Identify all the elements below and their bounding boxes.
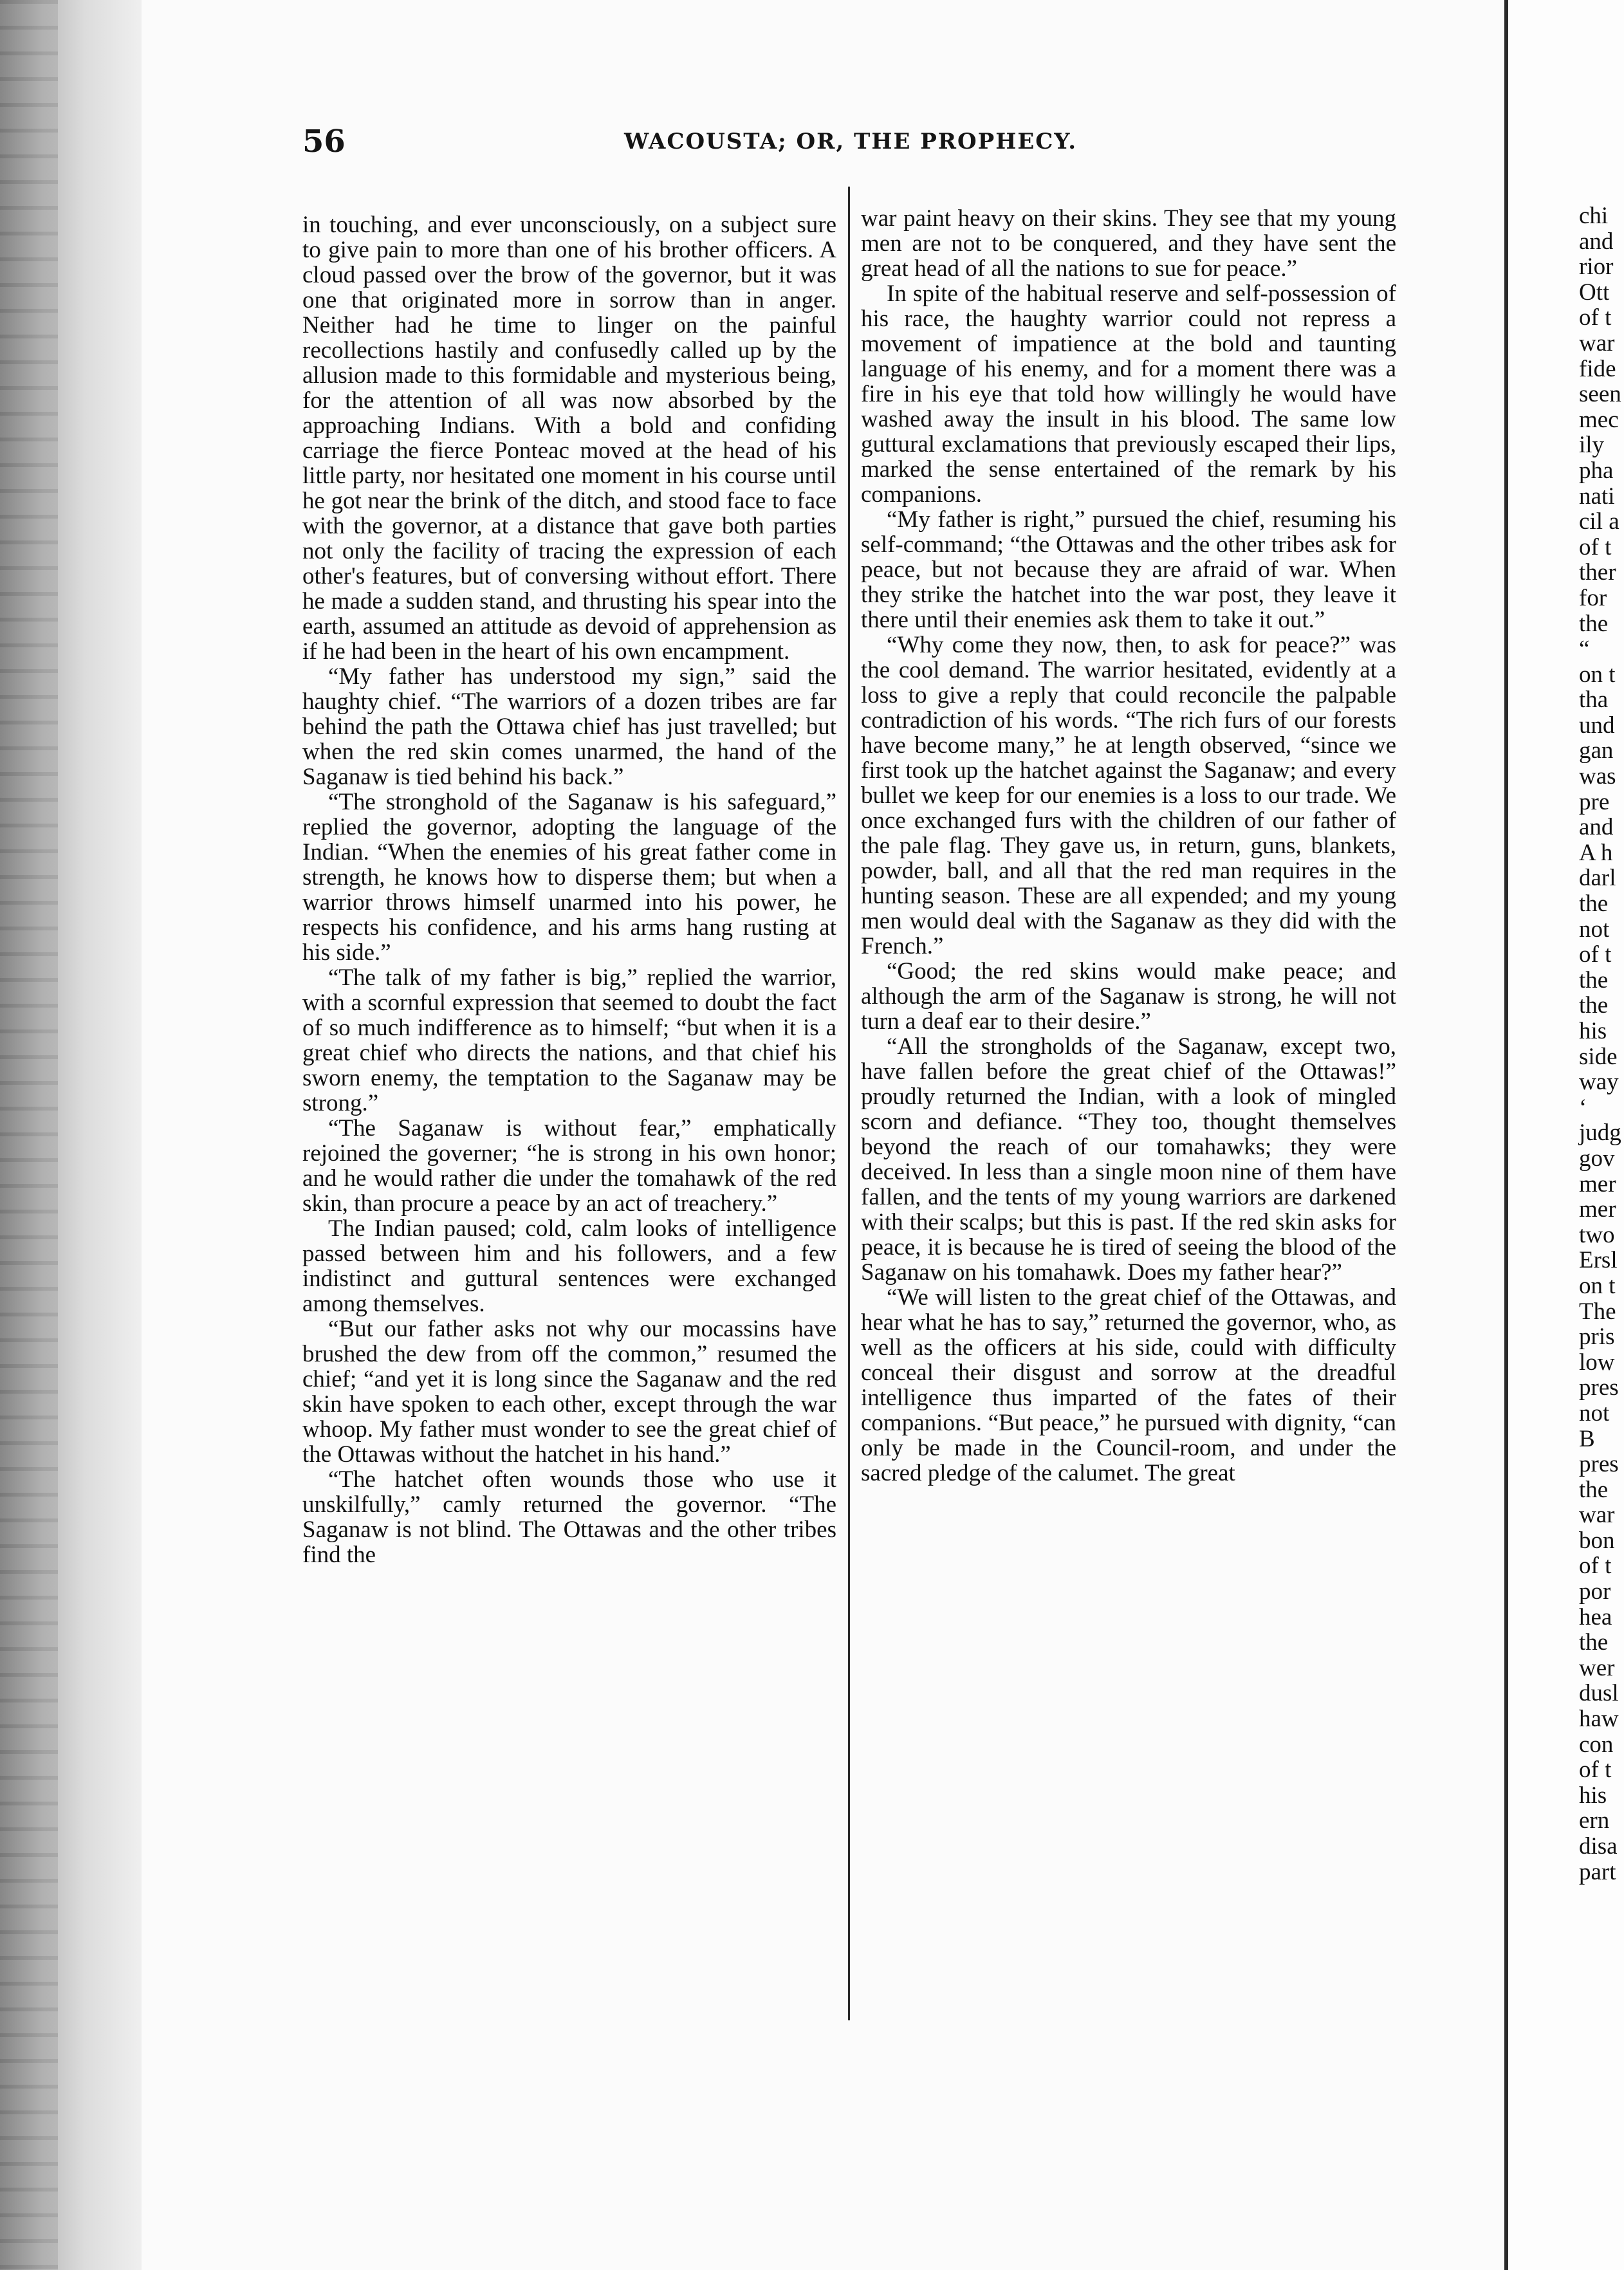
adjacent-line-fragment: side bbox=[1579, 1043, 1618, 1070]
adjacent-line-fragment: B bbox=[1579, 1425, 1595, 1452]
adjacent-line-fragment: ‘ bbox=[1579, 1094, 1587, 1121]
adjacent-line-fragment: Ersl bbox=[1579, 1247, 1618, 1274]
adjacent-line-fragment: two bbox=[1579, 1221, 1615, 1248]
adjacent-line-fragment: the bbox=[1579, 992, 1609, 1019]
adjacent-line-fragment: on t bbox=[1579, 661, 1616, 688]
adjacent-line-fragment: darl bbox=[1579, 865, 1616, 892]
adjacent-line-fragment: judg bbox=[1579, 1120, 1621, 1147]
adjacent-line-fragment: A h bbox=[1579, 839, 1613, 866]
paragraph: “The Saganaw is without fear,” emphatically rejoined the governer; “he is strong in his own honor; and he would rather die under the tomahawk of the red skin, than procure a peace by an act of treachery.” bbox=[302, 1115, 836, 1217]
running-head bbox=[302, 124, 1403, 162]
adjacent-line-fragment: tha bbox=[1579, 687, 1609, 714]
adjacent-line-fragment: gan bbox=[1579, 737, 1614, 764]
paragraph: “We will listen to the great chief of the Ottawas, and hear what he has to say,” returned the governor, who, as well as the officers at his side, could with difficulty conceal their disgust and sorrow at the dreadful intelligence thus imparted of the fates of their companions. “But peace,” he pursued with dignity, “can only be made in the Council-room, and under the sacred pledge of the calumet. The great bbox=[861, 1284, 1396, 1486]
adjacent-line-fragment: war bbox=[1579, 1502, 1615, 1529]
adjacent-line-fragment: part bbox=[1579, 1858, 1616, 1885]
adjacent-line-fragment: disa bbox=[1579, 1833, 1618, 1859]
adjacent-line-fragment: the bbox=[1579, 1629, 1609, 1656]
adjacent-line-fragment: not bbox=[1579, 916, 1610, 943]
paragraph: “The stronghold of the Saganaw is his safeguard,” replied the governor, adopting the language of the Indian. “When the enemies of his great father come in strength, he knows how to disperse them; but when a warrior throws himself unarmed into his power, he respects his confidence, and his arms hang rusting at his side.” bbox=[302, 789, 836, 966]
adjacent-line-fragment: of t bbox=[1579, 533, 1612, 560]
adjacent-line-fragment: Ott bbox=[1579, 279, 1610, 306]
paragraph: “Why come they now, then, to ask for peace?” was the cool demand. The warrior hesitated, evidently at a loss to give a reply that could reconcile the palpable contradiction of his words. “The rich furs of our forests have become many,” he at length observed, “since we first took up the hatchet against the Saganaw; and every bullet we keep for our enemies is a loss to our trade. We once exchanged furs with the children of our father of the pale flag. They gave us, in return, guns, blankets, powder, ball, and all that the red man requires in the hunting season. These are all expended; and my young men would deal with the Saganaw as they did with the French.” bbox=[861, 632, 1396, 959]
adjacent-line-fragment: dusl bbox=[1579, 1680, 1619, 1707]
adjacent-line-fragment: con bbox=[1579, 1731, 1614, 1758]
adjacent-line-fragment: his bbox=[1579, 1782, 1607, 1809]
paragraph: in touching, and ever unconsciously, on a subject sure to give pain to more than one of his brother officers. A cloud passed over the brow of the governor, but it was one that originated more in sorrow than in anger. Neither had he time to linger on the painful recollections hastily and confusedly called up by the allusion made to this formidable and mysterious being, for the attention of all was now absorbed by the approaching Indians. With a bold and confiding carriage the fierce Ponteac moved at the head of his little party, nor hesitated one moment in his course until he got near the brink of the ditch, and stood face to face with the governor, at a distance that gave both parties not only the facility of tracing the expression of each other's features, but of conversing without effort. There he made a sudden stand, and thrusting his spear into the earth, assumed an attitude as devoid of apprehension as if he had been in the heart of his own encampment. bbox=[302, 212, 836, 665]
adjacent-line-fragment: pha bbox=[1579, 457, 1614, 484]
adjacent-page-fragments bbox=[1579, 203, 1624, 1885]
adjacent-line-fragment: und bbox=[1579, 712, 1615, 739]
adjacent-line-fragment: the bbox=[1579, 890, 1609, 918]
adjacent-line-fragment: mec bbox=[1579, 406, 1619, 433]
adjacent-line-fragment: mer bbox=[1579, 1170, 1616, 1197]
paragraph: “All the strongholds of the Saganaw, except two, have fallen before the great chief of the Ottawas!” proudly returned the Indian, with a look of mingled scorn and defiance. “They too, thought themselves beyond the reach of our tomahawks; they were deceived. In less than a single moon nine of them have fallen, and the tents of my young warriors are darkened with their scalps; but this is past. If the red skin asks for peace, it is because he is tired of seeing the blood of the Saganaw on his tomahawk. Does my father hear?” bbox=[861, 1033, 1396, 1286]
adjacent-line-fragment: ily bbox=[1579, 432, 1605, 459]
adjacent-line-fragment: and bbox=[1579, 814, 1614, 841]
adjacent-line-fragment: rior bbox=[1579, 254, 1614, 281]
paragraph: “My father is right,” pursued the chief, resuming his self-command; “the Ottawas and the other tribes ask for peace, but not because they are afraid of war. When they strike the hatchet into the war post, they leave it there until their enemies ask them to take it out.” bbox=[861, 506, 1396, 633]
adjacent-line-fragment: cil a bbox=[1579, 508, 1619, 535]
adjacent-line-fragment: wer bbox=[1579, 1654, 1615, 1681]
adjacent-line-fragment: fide bbox=[1579, 355, 1616, 382]
paragraph: “My father has understood my sign,” said the haughty chief. “The warriors of a dozen tribes are far behind the path the Ottawa chief has just travelled; but when the red skin comes unarmed, the hand of the Saganaw is tied behind his back.” bbox=[302, 663, 836, 790]
adjacent-line-fragment: the bbox=[1579, 966, 1609, 993]
adjacent-line-fragment: of t bbox=[1579, 941, 1612, 968]
adjacent-line-fragment: for bbox=[1579, 584, 1607, 611]
adjacent-line-fragment: way bbox=[1579, 1069, 1619, 1096]
adjacent-line-fragment: “ bbox=[1579, 636, 1590, 663]
adjacent-line-fragment: of t bbox=[1579, 304, 1612, 331]
adjacent-line-fragment: pre bbox=[1579, 788, 1610, 815]
adjacent-line-fragment: was bbox=[1579, 763, 1616, 790]
adjacent-line-fragment: hea bbox=[1579, 1603, 1612, 1630]
paragraph: war paint heavy on their skins. They see that my young men are not to be conquered, and they have sent the great head of all the nations to sue for peace.” bbox=[861, 205, 1396, 282]
adjacent-line-fragment: ern bbox=[1579, 1807, 1610, 1834]
paragraph: “But our father asks not why our mocassins have brushed the dew from off the common,” resumed the chief; “and yet it is long since the Saganaw and the red skin have spoken to each other, except through the war whoop. My father must wonder to see the great chief of the Ottawas without the hatchet in his hand.” bbox=[302, 1316, 836, 1468]
adjacent-line-fragment: gov bbox=[1579, 1145, 1615, 1172]
adjacent-line-fragment: chi bbox=[1579, 203, 1609, 229]
adjacent-line-fragment: and bbox=[1579, 228, 1614, 255]
adjacent-line-fragment: haw bbox=[1579, 1706, 1619, 1733]
running-title: WACOUSTA; OR, THE PROPHECY. bbox=[624, 129, 1078, 154]
paragraph: “The hatchet often wounds those who use it unskilfully,” camly returned the governor. “The Saganaw is not blind. The Ottawas and the other tribes find the bbox=[302, 1466, 836, 1568]
adjacent-line-fragment: the bbox=[1579, 1476, 1609, 1503]
paragraph: In spite of the habitual reserve and self-possession of his race, the haughty warrior could not repress a movement of impatience at the bold and taunting language of his enemy, and for a moment there was a fire in his eye that told how willingly he would have washed away the insult in his blood. The same low guttural exclamations that previously escaped their lips, marked the sense entertained of the remark by his companions. bbox=[861, 281, 1396, 508]
adjacent-line-fragment: nati bbox=[1579, 483, 1615, 510]
adjacent-line-fragment: mer bbox=[1579, 1196, 1616, 1223]
adjacent-line-fragment: bon bbox=[1579, 1527, 1615, 1554]
adjacent-page-edge bbox=[1508, 0, 1624, 2270]
adjacent-line-fragment: seen bbox=[1579, 381, 1621, 408]
paragraph: “The talk of my father is big,” replied the warrior, with a scornful expression that seemed to doubt the fact of so much indifference as to himself; “but when it is a great chief who directs the nations, and that chief his sworn enemy, the temptation to the Saganaw may be strong.” bbox=[302, 964, 836, 1116]
adjacent-line-fragment: on t bbox=[1579, 1272, 1616, 1299]
adjacent-line-fragment: low bbox=[1579, 1349, 1615, 1376]
scan-gutter-shadow bbox=[0, 0, 142, 2270]
adjacent-line-fragment: pris bbox=[1579, 1324, 1615, 1351]
paragraph: “Good; the red skins would make peace; and although the arm of the Saganaw is strong, he will not turn a deaf ear to their desire.” bbox=[861, 958, 1396, 1035]
paragraph: The Indian paused; cold, calm looks of intelligence passed between him and his followers, and a few indistinct and guttural sentences were exchanged among themselves. bbox=[302, 1215, 836, 1317]
adjacent-line-fragment: The bbox=[1579, 1298, 1616, 1325]
adjacent-line-fragment: of t bbox=[1579, 1553, 1612, 1580]
adjacent-line-fragment: pres bbox=[1579, 1451, 1619, 1478]
adjacent-line-fragment: of t bbox=[1579, 1757, 1612, 1784]
page-number: 56 bbox=[302, 124, 346, 160]
right-text-column bbox=[861, 206, 1396, 1486]
adjacent-line-fragment: ther bbox=[1579, 559, 1616, 586]
adjacent-line-fragment: por bbox=[1579, 1578, 1611, 1605]
column-divider bbox=[848, 187, 850, 2020]
adjacent-line-fragment: war bbox=[1579, 329, 1615, 356]
adjacent-line-fragment: pres bbox=[1579, 1374, 1619, 1401]
adjacent-line-fragment: not bbox=[1579, 1399, 1610, 1426]
adjacent-line-fragment: his bbox=[1579, 1018, 1607, 1044]
left-text-column bbox=[302, 212, 836, 1567]
adjacent-line-fragment: the bbox=[1579, 610, 1609, 637]
